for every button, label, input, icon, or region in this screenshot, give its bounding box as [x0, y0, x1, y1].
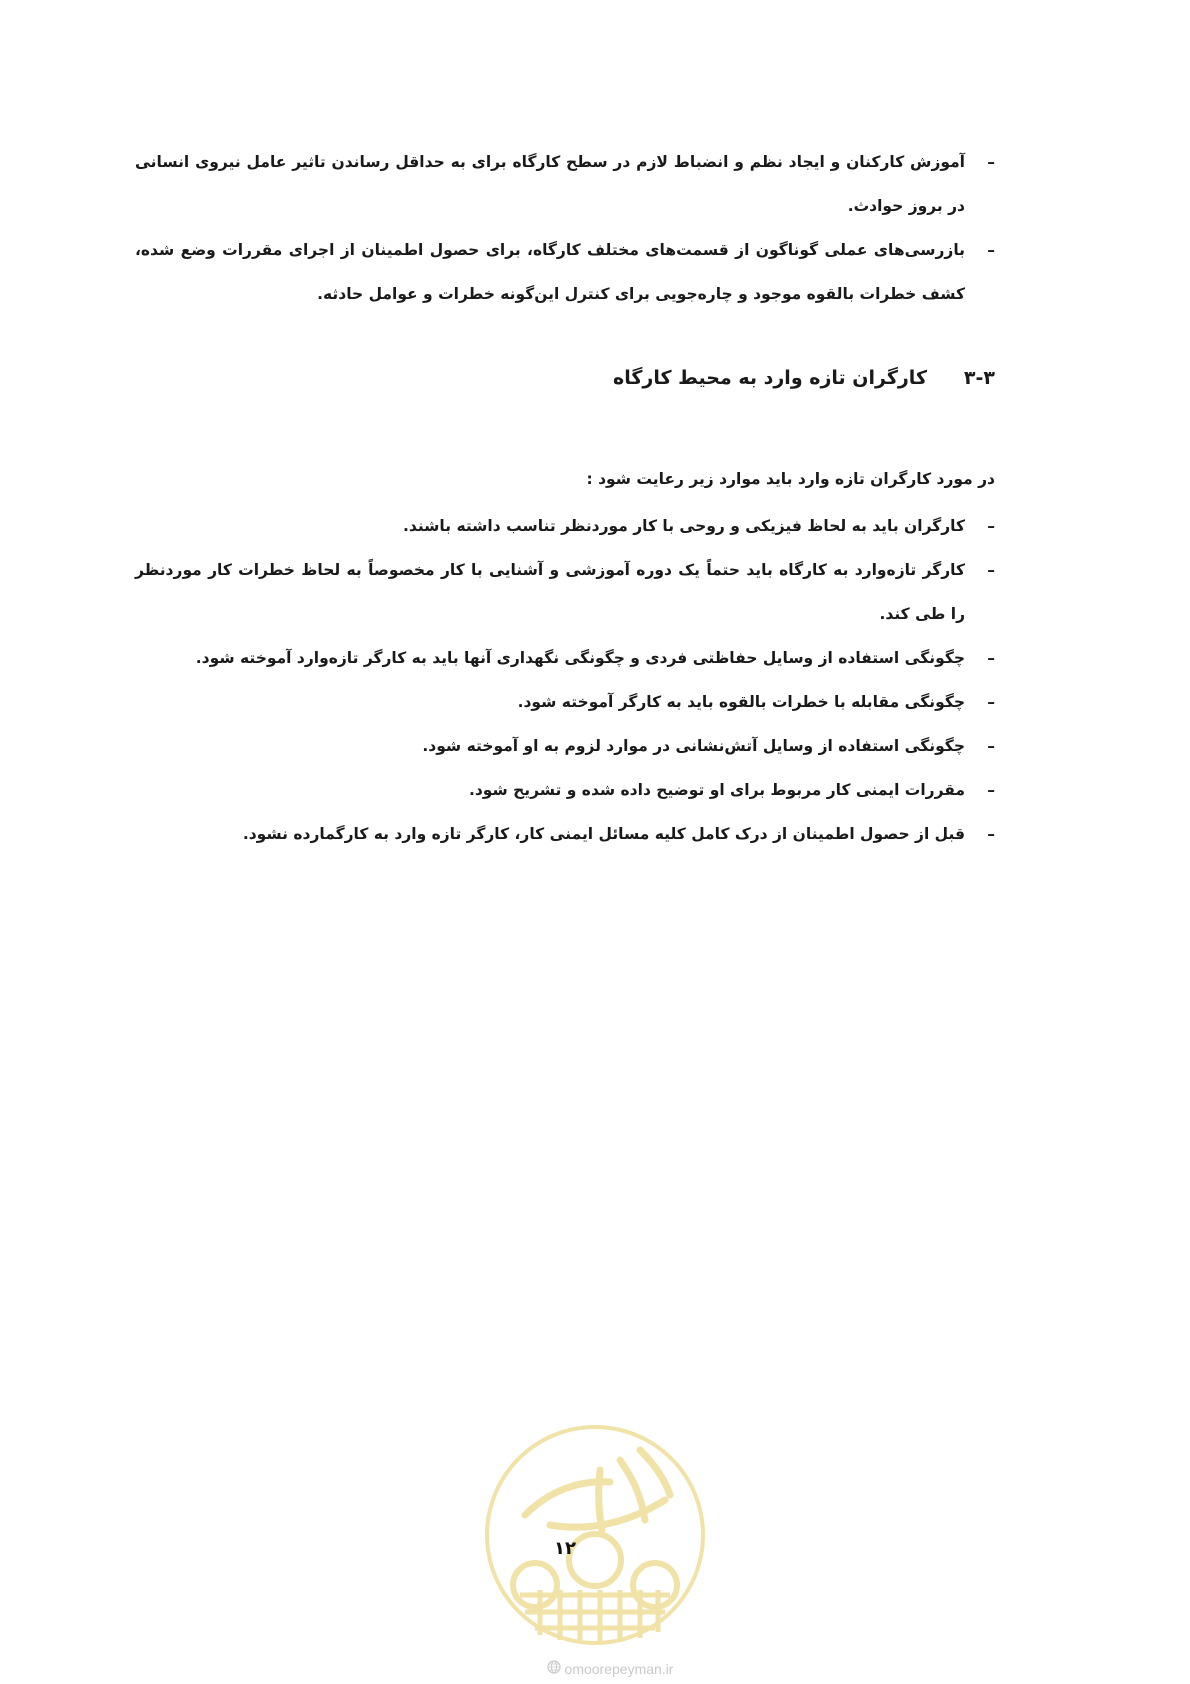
footer-url-text: omoorepeyman.ir	[564, 1660, 674, 1677]
list-dash: –	[987, 825, 995, 843]
globe-icon	[547, 1660, 561, 1677]
list-item	[135, 228, 995, 316]
intro-bullet-list	[135, 140, 995, 316]
list-dash: –	[987, 649, 995, 667]
section-title: کارگران تازه وارد به محیط کارگاه	[613, 367, 927, 389]
list-item-text: چگونگی مقابله با خطرات بالقوه باید به کارگر آموخته شود.	[517, 693, 965, 711]
list-dash: –	[987, 693, 995, 711]
list-item-text: قبل از حصول اطمینان از درک کامل کلیه مسائل ایمنی کار، کارگر تازه وارد به کارگمارده نشود.	[242, 825, 965, 843]
list-item-text: مقررات ایمنی کار مربوط برای او توضیح داده شده و تشریح شود.	[468, 781, 965, 799]
list-item-text: کارگران باید به لحاظ فیزیکی و روحی با کار موردنظر تناسب داشته باشند.	[403, 517, 965, 535]
watermark-logo	[480, 1420, 710, 1650]
page-number: ۱۲	[554, 1538, 576, 1559]
list-item	[135, 548, 995, 636]
list-item	[135, 768, 995, 812]
list-item-text: بازرسی‌های عملی گوناگون از قسمت‌های مختلف کارگاه، برای حصول اطمینان از اجرای مقررات وضع شده، کشف خطرات بالقوه موجود و چاره‌جویی برای کنترل این‌گونه خطرات و عوامل حادثه.	[135, 241, 965, 303]
list-item-text: آموزش کارکنان و ایجاد نظم و انضباط لازم در سطح کارگاه برای به حداقل رساندن تاثیر عامل نیروی انسانی در بروز حوادث.	[135, 153, 965, 215]
list-dash: –	[987, 561, 995, 579]
list-item	[135, 812, 995, 856]
intro-paragraph: در مورد کارگران تازه وارد باید موارد زیر رعایت شود :	[586, 470, 995, 488]
list-item	[135, 724, 995, 768]
list-item-text: کارگر تازه‌وارد به کارگاه باید حتماً یک دوره آموزشی و آشنایی با کار مخصوصاً به لحاظ خطرات کار موردنظر را طی کند.	[135, 561, 965, 623]
list-item	[135, 504, 995, 548]
list-item	[135, 636, 995, 680]
list-dash: –	[987, 153, 995, 171]
section-number: ۳-۳	[963, 367, 995, 389]
list-dash: –	[987, 517, 995, 535]
list-dash: –	[987, 241, 995, 259]
list-item-text: چگونگی استفاده از وسایل حفاظتی فردی و چگونگی نگهداری آنها باید به کارگر تازه‌وارد آموخته شود.	[195, 649, 965, 667]
list-dash: –	[987, 781, 995, 799]
rules-list	[135, 504, 995, 856]
list-item	[135, 140, 995, 228]
section-heading	[600, 367, 995, 389]
list-dash: –	[987, 737, 995, 755]
footer-url	[490, 1660, 730, 1677]
list-item	[135, 680, 995, 724]
list-item-text: چگونگی استفاده از وسایل آتش‌نشانی در موارد لزوم به او آموخته شود.	[422, 737, 965, 755]
